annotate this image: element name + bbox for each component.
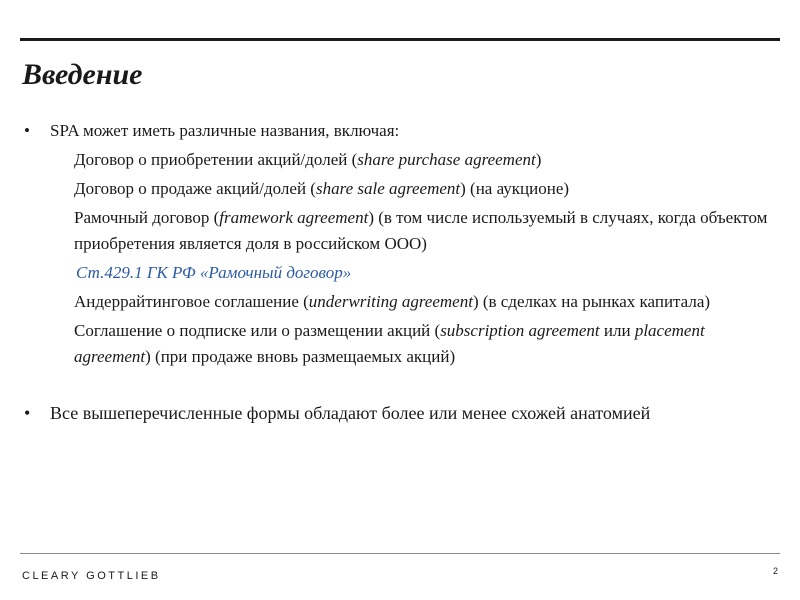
page-number: 2 [772,566,778,576]
item-text: Договор о приобретении акций/долей ( [74,150,358,169]
item-term: placement agreement [74,321,705,366]
brand-logo-text: CLEARY GOTTLIEB [22,570,161,582]
item-text: Рамочный договор ( [74,208,220,227]
item-term: framework agreement [219,208,369,227]
legal-reference-link[interactable]: Ст.429.1 ГК РФ «Рамочный договор» [76,263,352,282]
item-term: underwriting agreement [308,292,473,311]
sub-bullet-share-sale [22,176,782,202]
item-text: Договор о продаже акций/долей ( [74,179,316,198]
slide-title: Введение [22,58,143,91]
item-text: ) (на аукционе) [460,179,570,198]
top-divider [20,38,780,41]
item-text: Соглашение о подписке или о размещении акций ( [74,321,441,340]
spacer [22,370,782,400]
item-term: share sale agreement [315,179,461,198]
bullet-dot: • [24,121,30,140]
bottom-divider [20,553,780,554]
bullet-text: SPA может иметь различные названия, включая: [50,121,400,140]
bullet-text: Все вышеперечисленные формы обладают более или менее схожей анатомией [50,403,651,423]
item-term: share purchase agreement [357,150,536,169]
item-term: subscription agreement [440,321,600,340]
item-text: ) (в том числе используемый в случаях, когда объектом приобретения является доля в российском ООО) [74,208,768,253]
item-text: ) (при продаже вновь размещаемых акций) [145,347,456,366]
sub-bullet-underwriting [22,289,782,315]
item-text: Андеррайтинговое соглашение ( [74,292,309,311]
slide-body [22,118,782,426]
bullet-conclusion [22,400,782,426]
sub-bullet-subscription [22,318,782,370]
bullet-dot: • [24,403,31,423]
item-text: ) [535,150,542,169]
item-text: ) (в сделках на рынках капитала) [472,292,711,311]
sub-bullet-framework [22,205,782,257]
bullet-intro [22,118,782,144]
item-text: или [599,321,635,340]
sub-bullet-share-purchase [22,147,782,173]
